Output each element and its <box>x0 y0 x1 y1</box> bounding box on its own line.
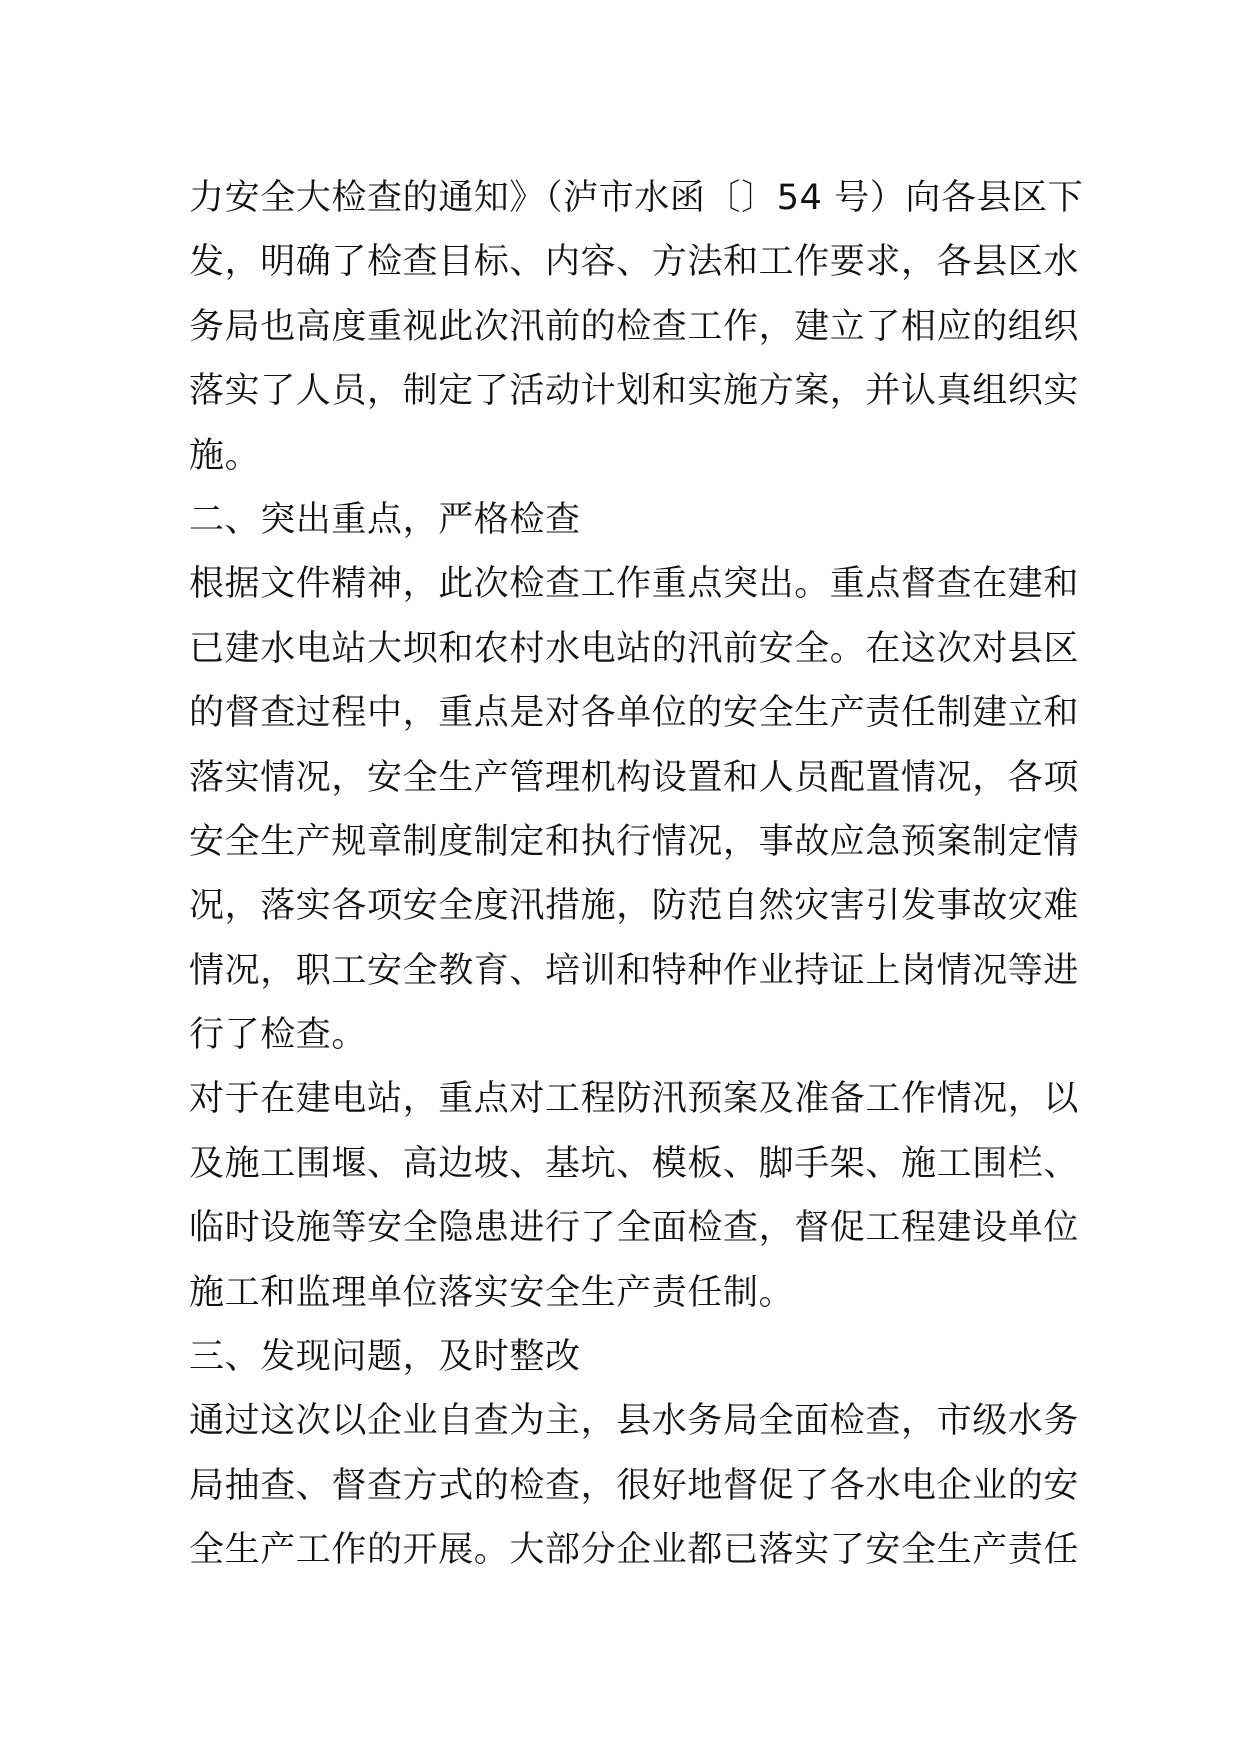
text-line: 的督查过程中，重点是对各单位的安全生产责任制建立和 <box>189 693 1080 734</box>
section-heading: 二、突出重点，严格检查 <box>189 499 581 540</box>
text-line: 情况，职工安全教育、培训和特种作业持证上岗情况等进 <box>189 950 1080 991</box>
text-line: 安全生产规章制度制定和执行情况，事故应急预案制定情 <box>189 821 1080 862</box>
text-line: 况，落实各项安全度汛措施，防范自然灾害引发事故灾难 <box>189 886 1080 927</box>
text-line: 对于在建电站，重点对工程防汛预案及准备工作情况，以 <box>189 1079 1080 1120</box>
text-line: 务局也高度重视此次汛前的检查工作，建立了相应的组织 <box>189 306 1080 347</box>
text-line: 施。 <box>189 435 261 476</box>
text-line: 根据文件精神，此次检查工作重点突出。重点督查在建和 <box>189 564 1080 605</box>
text-line: 落实了人员，制定了活动计划和实施方案，并认真组织实 <box>189 371 1080 412</box>
text-line: 发，明确了检查目标、内容、方法和工作要求，各县区水 <box>189 242 1080 283</box>
text-line: 行了检查。 <box>189 1015 368 1056</box>
text-line: 落实情况，安全生产管理机构设置和人员配置情况，各项 <box>189 757 1080 798</box>
section-heading: 三、发现问题，及时整改 <box>189 1337 581 1378</box>
text-line: 临时设施等安全隐患进行了全面检查，督促工程建设单位 <box>189 1208 1080 1249</box>
document-body <box>189 166 1084 1583</box>
text-line: 全生产工作的开展。大部分企业都已落实了安全生产责任 <box>189 1530 1080 1571</box>
text-line: 局抽查、督查方式的检查，很好地督促了各水电企业的安 <box>189 1465 1080 1506</box>
text-line: 及施工围堰、高边坡、基坑、模板、脚手架、施工围栏、 <box>189 1143 1080 1184</box>
text-line: 通过这次以企业自查为主，县水务局全面检查，市级水务 <box>189 1401 1080 1442</box>
text-line: 已建水电站大坝和农村水电站的汛前安全。在这次对县区 <box>189 628 1080 669</box>
text-line: 力安全大检查的通知》（泸市水函〔〕54 号）向各县区下 <box>189 178 1084 218</box>
text-line: 施工和监理单位落实安全生产责任制。 <box>189 1272 795 1313</box>
